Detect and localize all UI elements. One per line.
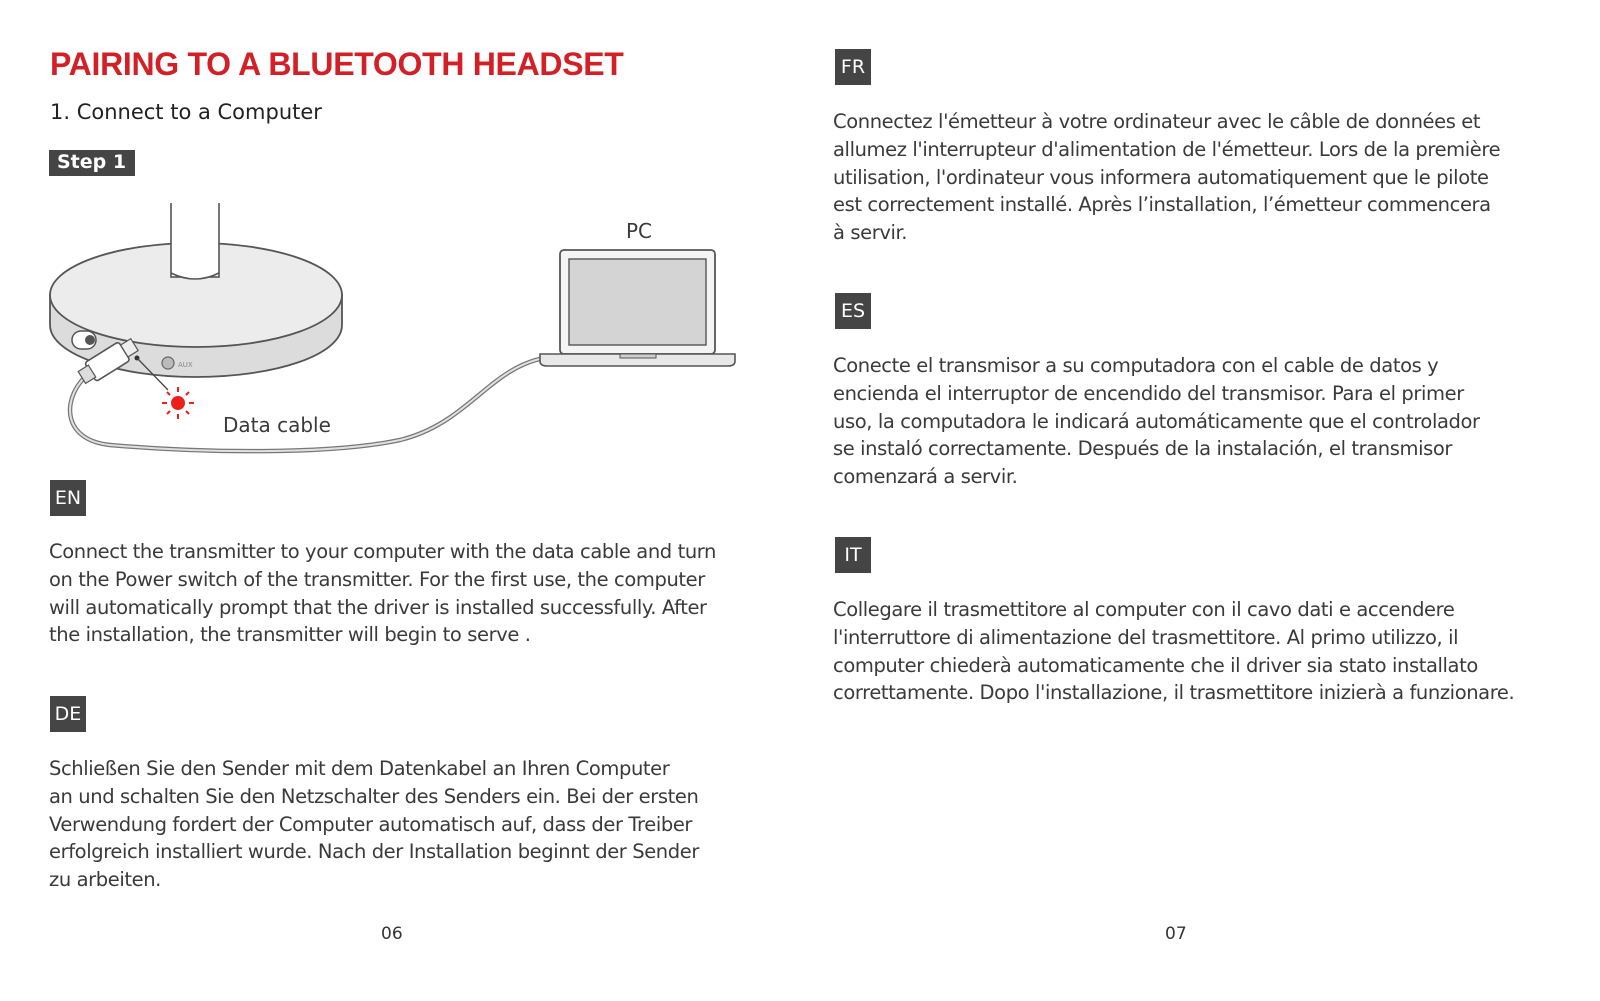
laptop-icon — [540, 250, 735, 366]
lang-badge-de: DE — [50, 696, 86, 732]
step-badge: Step 1 — [49, 150, 135, 176]
section-subtitle: 1. Connect to a Computer — [50, 100, 322, 124]
led-light-icon — [162, 387, 194, 419]
instructions-it: Collegare il trasmettitore al computer con il cavo dati e accendere l'interruttore di alimentazione del trasmettitore. Al primo utilizzo, il computer chiederà automaticamente che il driver sia stato installato correttamente. Dopo l'installazione, il trasmettitore inizierà a funzionare. — [833, 598, 1515, 705]
instructions-es: Conecte el transmisor a su computadora con el cable de datos y encienda el interruptor de encendido del transmisor. Para el primer uso, la computadora le indicará automáticamente que el controlador se instaló correctamente. Después de la instalación, el transmisor comenzará a servir. — [833, 354, 1480, 489]
pc-label: PC — [626, 219, 653, 243]
lang-badge-fr: FR — [835, 49, 871, 85]
page-title: PAIRING TO A BLUETOOTH HEADSET — [50, 46, 624, 82]
right-page — [800, 0, 1600, 1001]
lang-badge-es: ES — [835, 293, 871, 329]
connection-illustration — [40, 195, 760, 465]
aux-jack — [162, 357, 174, 369]
lang-badge-it: IT — [835, 537, 871, 573]
lang-badge-en: EN — [50, 480, 86, 516]
transmitter-device — [50, 195, 342, 377]
instructions-en: Connect the transmitter to your computer with the data cable and turn on the Power switch of the transmitter. For the first use, the computer will automatically prompt that the driver is installed successfully. After the installation, the transmitter will begin to serve . — [49, 540, 717, 647]
instructions-fr: Connectez l'émetteur à votre ordinateur avec le câble de données et allumez l'interrupteur d'alimentation de l'émetteur. Lors de la première utilisation, l'ordinateur vous informera automatiquement que le pilote est correctement installé. Après l’installation, l’émetteur commencera à servir. — [833, 110, 1501, 245]
instructions-de: Schließen Sie den Sender mit dem Datenkabel an Ihren Computer an und schalten Sie den Netzschalter des Senders ein. Bei der ersten Verwendung fordert der Computer automatisch auf, dass der Treiber erfolgreich installiert wurde. Nach der Installation beginnt der Sender zu arbeiten. — [49, 757, 699, 892]
data-cable-label: Data cable — [223, 413, 331, 437]
aux-label: AUX — [178, 361, 193, 369]
page-number-right: 07 — [1165, 924, 1187, 944]
page-number-left: 06 — [381, 924, 403, 944]
